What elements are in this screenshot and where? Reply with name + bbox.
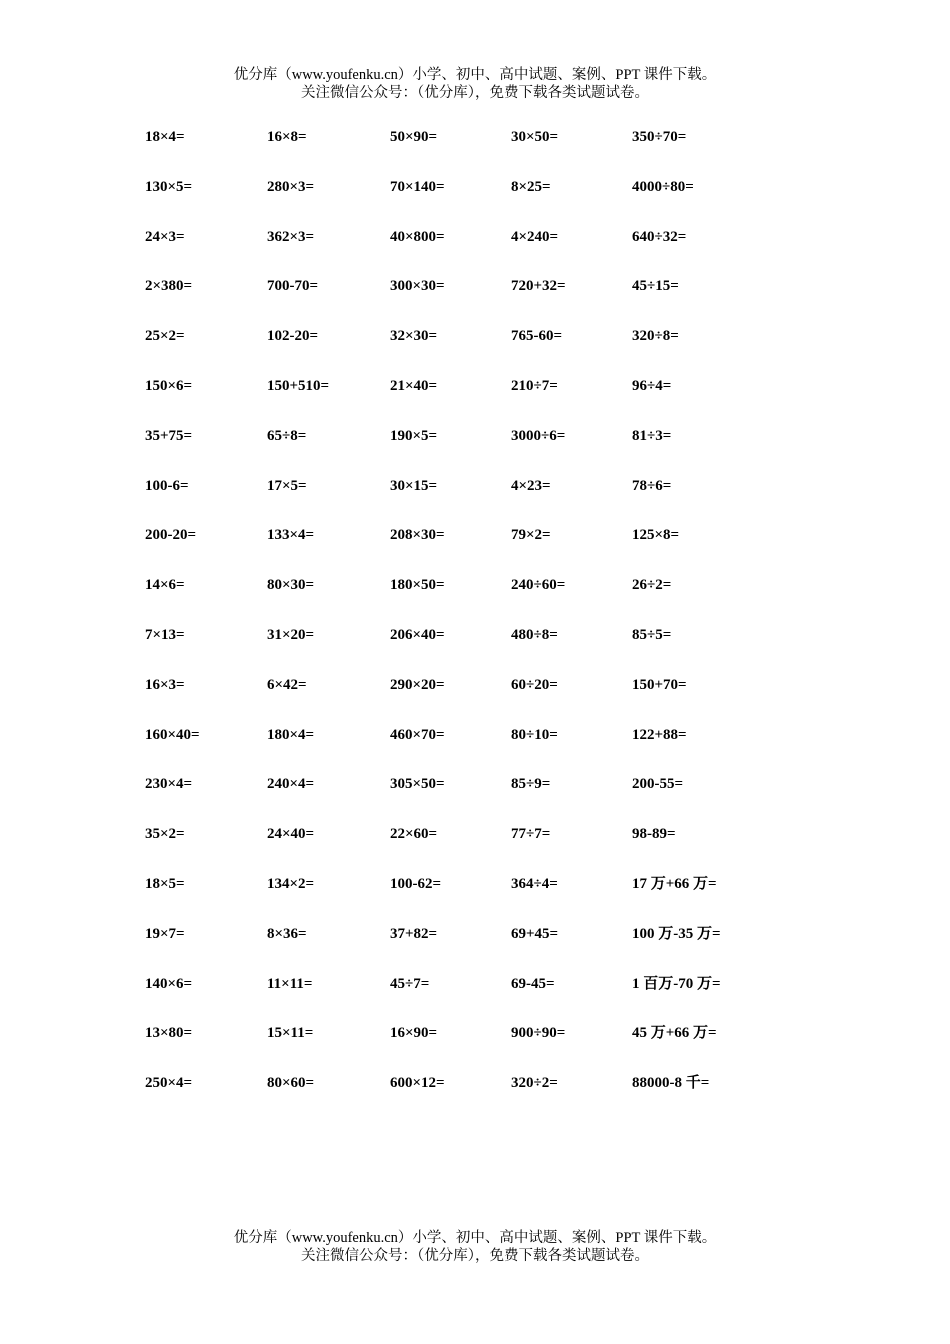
problem-item: 45÷7=: [390, 975, 430, 992]
problem-item: 24×3=: [145, 228, 185, 245]
problem-item: 460×70=: [390, 726, 445, 743]
problem-item: 100-6=: [145, 477, 189, 494]
problem-row: [145, 974, 765, 1024]
problem-item: 37+82=: [390, 925, 438, 942]
problem-item: 190×5=: [390, 427, 438, 444]
problem-row: [145, 476, 765, 526]
problem-row: [145, 824, 765, 874]
problem-item: 133×4=: [267, 527, 315, 544]
problem-row: [145, 326, 765, 376]
page-footer: [0, 1229, 950, 1265]
problem-item: 35×2=: [145, 826, 185, 843]
problem-item: 100-62=: [390, 875, 442, 892]
problem-item: 50×90=: [390, 129, 438, 145]
problem-row: [145, 227, 765, 277]
problem-item: 17 万+66 万=: [632, 875, 717, 892]
problem-item: 70×140=: [390, 178, 445, 195]
problem-item: 69+45=: [511, 925, 559, 942]
problem-item: 4×23=: [511, 477, 551, 494]
problem-item: 208×30=: [390, 527, 445, 544]
problem-item: 362×3=: [267, 228, 315, 245]
header-line-1: 优分库（www.youfenku.cn）小学、初中、高中试题、案例、PPT 课件下载。: [233, 67, 717, 83]
problem-item: 22×60=: [390, 826, 438, 843]
problem-item: 180×50=: [390, 577, 445, 594]
problem-item: 65÷8=: [267, 427, 307, 444]
problem-item: 765-60=: [511, 328, 563, 345]
problem-item: 210÷7=: [511, 377, 558, 394]
problem-item: 18×4=: [145, 129, 185, 145]
problem-item: 16×3=: [145, 676, 185, 693]
problem-item: 4000÷80=: [632, 178, 694, 195]
problem-item: 122+88=: [632, 726, 687, 743]
problem-item: 96÷4=: [632, 377, 672, 394]
problem-item: 15×11=: [267, 1025, 314, 1042]
problem-item: 45 万+66 万=: [632, 1025, 717, 1042]
problem-row: [145, 376, 765, 426]
problem-item: 364÷4=: [511, 875, 558, 892]
problem-item: 102-20=: [267, 328, 319, 345]
problem-item: 8×36=: [267, 925, 307, 942]
problem-item: 16×8=: [267, 129, 307, 145]
problem-row: [145, 525, 765, 575]
problem-row: [145, 725, 765, 775]
problem-item: 1 百万-70 万=: [632, 975, 721, 992]
problem-item: 206×40=: [390, 626, 445, 643]
problem-item: 150+510=: [267, 377, 330, 394]
problem-item: 100 万-35 万=: [632, 925, 721, 942]
problem-item: 79×2=: [511, 527, 551, 544]
problem-item: 160×40=: [145, 726, 200, 743]
problem-item: 78÷6=: [632, 477, 672, 494]
problem-item: 85÷5=: [632, 626, 672, 643]
problem-item: 19×7=: [145, 925, 185, 942]
problem-grid: [145, 127, 765, 1123]
problem-item: 77÷7=: [511, 826, 551, 843]
problem-item: 13×80=: [145, 1025, 193, 1042]
problem-item: 16×90=: [390, 1025, 438, 1042]
problem-item: 640÷32=: [632, 228, 687, 245]
problem-item: 80÷10=: [511, 726, 558, 743]
problem-item: 480÷8=: [511, 626, 558, 643]
problem-item: 130×5=: [145, 178, 193, 195]
problem-item: 25×2=: [145, 328, 185, 345]
problem-item: 305×50=: [390, 776, 445, 793]
problem-row: [145, 874, 765, 924]
problem-row: [145, 774, 765, 824]
problem-item: 24×40=: [267, 826, 315, 843]
problem-item: 320÷2=: [511, 1075, 558, 1092]
problem-item: 69-45=: [511, 975, 555, 992]
problem-item: 30×50=: [511, 129, 559, 145]
problem-item: 11×11=: [267, 975, 313, 992]
problem-item: 31×20=: [267, 626, 315, 643]
problem-item: 300×30=: [390, 278, 445, 295]
problem-item: 98-89=: [632, 826, 676, 843]
problem-item: 17×5=: [267, 477, 307, 494]
problem-item: 125×8=: [632, 527, 680, 544]
problem-item: 6×42=: [267, 676, 307, 693]
problem-item: 290×20=: [390, 676, 445, 693]
problem-item: 240×4=: [267, 776, 315, 793]
problem-row: [145, 426, 765, 476]
problem-row: [145, 1023, 765, 1073]
problem-item: 80×60=: [267, 1075, 315, 1092]
problem-row: [145, 276, 765, 326]
problem-row: [145, 127, 765, 177]
problem-item: 40×800=: [390, 228, 445, 245]
problem-item: 14×6=: [145, 577, 185, 594]
problem-item: 600×12=: [390, 1075, 445, 1092]
problem-item: 26÷2=: [632, 577, 672, 594]
problem-item: 60÷20=: [511, 676, 558, 693]
problem-item: 45÷15=: [632, 278, 679, 295]
problem-item: 134×2=: [267, 875, 315, 892]
problem-item: 240÷60=: [511, 577, 566, 594]
problem-item: 4×240=: [511, 228, 559, 245]
problem-item: 3000÷6=: [511, 427, 566, 444]
problem-item: 2×380=: [145, 278, 193, 295]
problem-item: 150+70=: [632, 676, 687, 693]
problem-item: 320÷8=: [632, 328, 679, 345]
problem-item: 280×3=: [267, 178, 315, 195]
problem-item: 700-70=: [267, 278, 319, 295]
problem-row: [145, 177, 765, 227]
problem-row: [145, 1073, 765, 1123]
problem-row: [145, 924, 765, 974]
problem-item: 88000-8 千=: [632, 1075, 710, 1092]
problem-item: 81÷3=: [632, 427, 672, 444]
problem-item: 720+32=: [511, 278, 566, 295]
problem-row: [145, 675, 765, 725]
problem-item: 180×4=: [267, 726, 315, 743]
problem-item: 7×13=: [145, 626, 185, 643]
problem-item: 350÷70=: [632, 129, 687, 145]
problem-item: 250×4=: [145, 1075, 193, 1092]
problem-item: 80×30=: [267, 577, 315, 594]
problem-item: 30×15=: [390, 477, 438, 494]
problem-row: [145, 575, 765, 625]
footer-line-1: 优分库（www.youfenku.cn）小学、初中、高中试题、案例、PPT 课件下载。: [233, 1230, 717, 1246]
header-line-2: 关注微信公众号：（优分库），免费下载各类试题试卷。: [301, 85, 649, 101]
footer-line-2: 关注微信公众号：（优分库），免费下载各类试题试卷。: [301, 1248, 649, 1264]
problem-item: 35+75=: [145, 427, 193, 444]
problem-item: 150×6=: [145, 377, 193, 394]
page-header: [0, 66, 950, 102]
problem-item: 900÷90=: [511, 1025, 566, 1042]
problem-item: 32×30=: [390, 328, 438, 345]
problem-item: 85÷9=: [511, 776, 551, 793]
problem-item: 200-20=: [145, 527, 197, 544]
problem-item: 140×6=: [145, 975, 193, 992]
problem-item: 21×40=: [390, 377, 438, 394]
problem-item: 8×25=: [511, 178, 551, 195]
problem-item: 18×5=: [145, 875, 185, 892]
problem-item: 200-55=: [632, 776, 684, 793]
problem-item: 230×4=: [145, 776, 193, 793]
problem-row: [145, 625, 765, 675]
